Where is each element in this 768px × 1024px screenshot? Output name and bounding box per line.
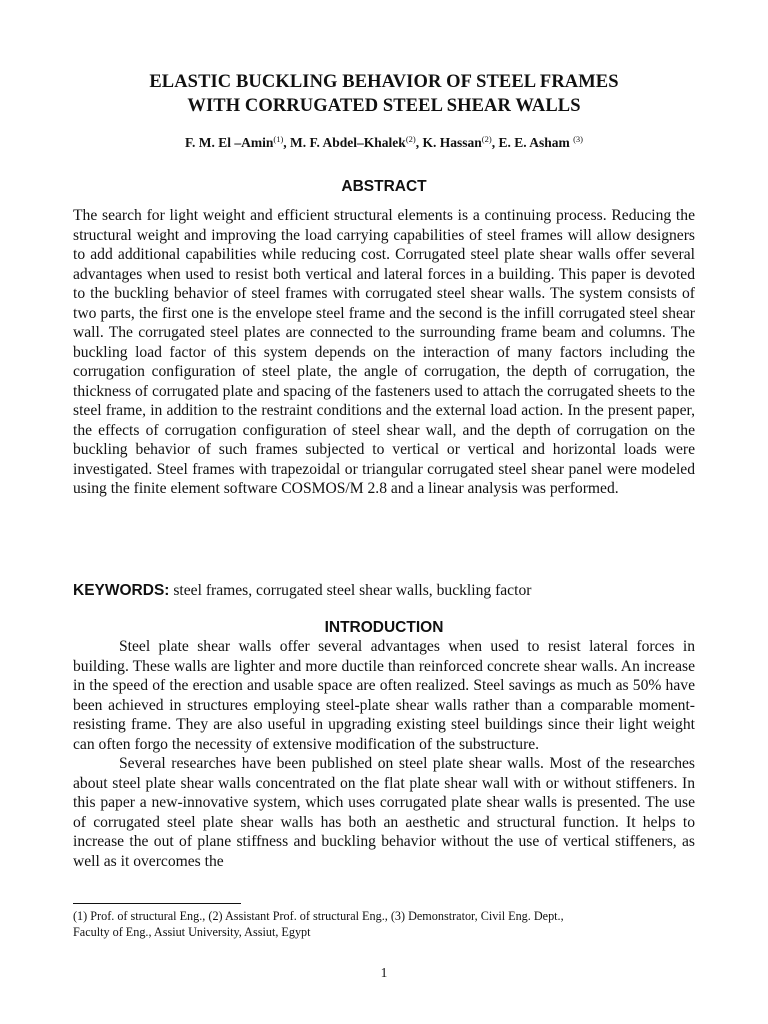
abstract-body (73, 206, 695, 499)
author-affiliation: (2) (405, 134, 416, 144)
title-line-2: WITH CORRUGATED STEEL SHEAR WALLS (187, 96, 581, 116)
author-separator: , (283, 135, 291, 150)
author-list (72, 134, 696, 152)
footnote-line-2: Faculty of Eng., Assiut University, Assiut, Egypt (73, 925, 311, 939)
abstract-paragraph: The search for light weight and efficient structural elements is a continuing process. Reducing the structural weight and improving the load carrying capabilities of steel frames will allow designers to add additional capabilities while reducing cost. Corrugated steel plate shear walls offer several advantages when used to resist both vertical and lateral forces in a building. This paper is devoted to the buckling behavior of steel frames with corrugated steel shear walls. The system consists of two parts, the first one is the envelope steel frame and the second is the infill corrugated steel shear wall. The corrugated steel plates are connected to the surrounding frame beam and columns. The buckling load factor of this system depends on the interaction of many factors including the corrugation configuration of steel plate, the angle of corrugation, the depth of corrugation, the thickness of corrugated plate and spacing of the fasteners used to attach the corrugated sheets to the steel frame, in addition to the restraint conditions and the external load action. In the present paper, the effects of corrugation configuration of steel shear wall, and the depth of corrugation on the buckling behavior of such frames subjected to vertical or vertical and horizontal loads were investigated. Steel frames with trapezoidal or triangular corrugated steel shear panel were modeled using the finite element software COSMOS/M 2.8 and a linear analysis was performed. (73, 207, 695, 497)
footnote-line-1: (1) Prof. of structural Eng., (2) Assistant Prof. of structural Eng., (3) Demonstrator, Civil Eng. Dept., (73, 909, 564, 923)
introduction-heading: INTRODUCTION (324, 619, 444, 636)
footnote (73, 908, 695, 940)
author-separator: , (491, 135, 499, 150)
keywords-text: steel frames, corrugated steel shear walls, buckling factor (169, 582, 532, 599)
author-separator: , (415, 135, 423, 150)
keywords-line (73, 580, 695, 602)
footnote-divider (73, 903, 241, 904)
introduction-body (73, 637, 695, 871)
author-affiliation: (3) (573, 134, 584, 144)
introduction-paragraph: Several researches have been published on steel plate shear walls. Most of the researches about steel plate shear walls concentrated on the flat plate shear wall with or without stiffeners. In this paper a new-innovative system, which uses corrugated plate shear walls is presented. The use of corrugated steel plate shear walls has both an aesthetic and structural function. It helps to increase the out of plane stiffness and buckling behavior without the use of vertical stiffeners, as well as it overcomes the (73, 755, 695, 870)
author-name: E. E. Asham (498, 135, 574, 150)
introduction-paragraph: Steel plate shear walls offer several advantages when used to resist lateral forces in building. These walls are lighter and more ductile than reinforced concrete shear walls. An increase in the speed of the erection and usable space are often realized. Steel savings as much as 50% have been achieved in structures employing steel-plate shear walls rather than a comparable moment-resisting frame. They are also useful in upgrading existing steel buildings since their light weight can often forgo the necessity of extensive modification of the substructure. (73, 638, 695, 753)
author-affiliation: (2) (481, 134, 492, 144)
keywords-label: KEYWORDS: (73, 582, 170, 599)
paper-title (72, 70, 696, 118)
author-name: M. F. Abdel–Khalek (290, 135, 406, 150)
abstract-heading: ABSTRACT (341, 178, 427, 195)
author-name: F. M. El –Amin (184, 135, 274, 150)
author-affiliation: (1) (273, 134, 284, 144)
author-name: K. Hassan (422, 135, 482, 150)
title-line-1: ELASTIC BUCKLING BEHAVIOR OF STEEL FRAMES (149, 72, 619, 92)
page-number: 1 (380, 965, 388, 980)
